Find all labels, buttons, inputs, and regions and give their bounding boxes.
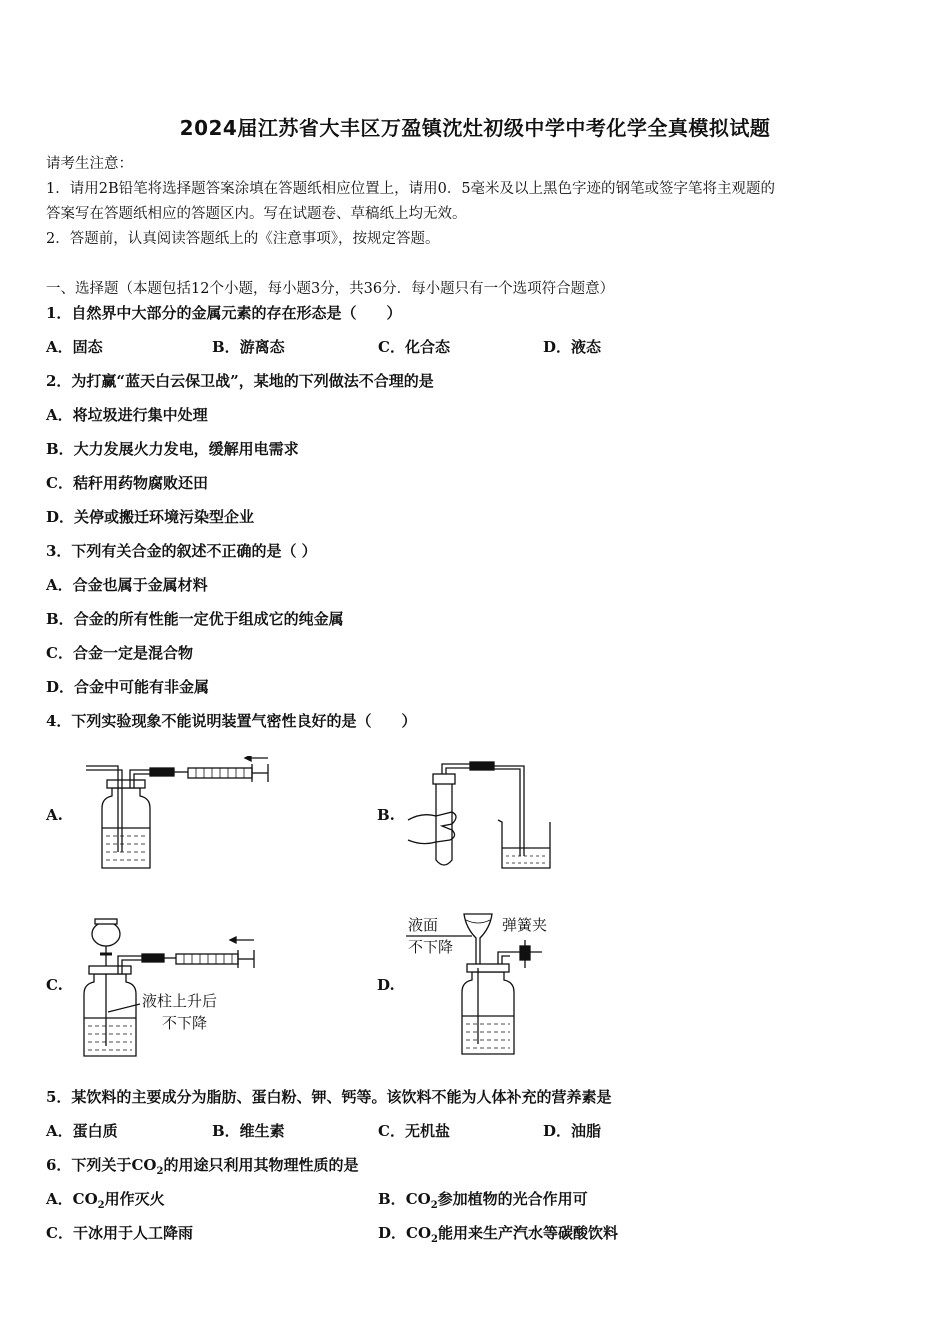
apparatus-d-figure: [402, 908, 572, 1058]
apparatus-d-caption-3: 弹簧夹: [502, 916, 548, 934]
q3-stem: 3．下列有关合金的叙述不正确的是（ ）: [46, 542, 317, 560]
q3-option-b: B．合金的所有性能一定优于组成它的纯金属: [46, 610, 344, 628]
notice-line-1a: 1．请用2B铅笔将选择题答案涂填在答题纸相应位置上，请用0．5毫米及以上黑色字迹的钢笔或签字笔将主观题的: [46, 181, 776, 197]
q4-label-d: D.: [377, 976, 395, 994]
q6-option-b: B．$CO_2$参加植物的光合作用可: [378, 1190, 588, 1211]
q6-option-c: C．干冰用于人工降雨: [46, 1224, 193, 1242]
page-title: 2024届江苏省大丰区万盈镇沈灶初级中学中考化学全真模拟试题: [179, 116, 771, 140]
q4-stem: 4．下列实验现象不能说明装置气密性良好的是（ ）: [46, 712, 417, 730]
q5-option-b: B．维生素: [212, 1122, 285, 1140]
q1-stem: 1．自然界中大部分的金属元素的存在形态是（ ）: [46, 304, 402, 322]
apparatus-c-figure: [78, 918, 278, 1060]
q3-option-c: C．合金一定是混合物: [46, 644, 193, 662]
notice-heading: 请考生注意：: [46, 156, 133, 172]
apparatus-d-caption-1: 液面: [408, 916, 439, 934]
q6-stem: 6．下列关于$CO_2$的用途只利用其物理性质的是: [46, 1156, 359, 1177]
q4-label-c: C.: [46, 976, 63, 994]
q1-option-d: D．液态: [543, 338, 602, 356]
q6-option-d: D．$CO_2$能用来生产汽水等碳酸饮料: [378, 1224, 619, 1245]
q1-option-b: B．游离态: [212, 338, 285, 356]
q1-option-a: A．固态: [46, 338, 103, 356]
q2-option-b: B．大力发展火力发电，缓解用电需求: [46, 440, 299, 458]
apparatus-c-caption-2: 不下降: [162, 1014, 208, 1032]
q6-option-a: A．$CO_2$用作灭火: [46, 1190, 165, 1211]
notice-line-1b: 答案写在答题纸相应的答题区内。写在试题卷、草稿纸上均无效。: [46, 206, 467, 222]
q3-option-d: D．合金中可能有非金属: [46, 678, 210, 696]
apparatus-a-figure: [80, 756, 285, 874]
q4-label-b: B.: [377, 806, 395, 824]
q5-stem: 5．某饮料的主要成分为脂肪、蛋白粉、钾、钙等。该饮料不能为人体补充的营养素是: [46, 1088, 612, 1106]
q5-option-c: C．无机盐: [378, 1122, 450, 1140]
section-heading: 一、选择题（本题包括12个小题，每小题3分，共36分．每小题只有一个选项符合题意）: [46, 281, 615, 297]
apparatus-b-figure: [402, 760, 562, 872]
apparatus-c-caption-1: 液柱上升后: [142, 992, 218, 1010]
q2-option-d: D．关停或搬迁环境污染型企业: [46, 508, 255, 526]
q2-option-a: A．将垃圾进行集中处理: [46, 406, 208, 424]
apparatus-d-caption-2: 不下降: [408, 938, 454, 956]
notice-line-2: 2．答题前，认真阅读答题纸上的《注意事项》，按规定答题。: [46, 231, 440, 247]
q1-option-c: C．化合态: [378, 338, 450, 356]
q2-stem: 2．为打赢“蓝天白云保卫战”，某地的下列做法不合理的是: [46, 372, 434, 390]
q5-option-a: A．蛋白质: [46, 1122, 118, 1140]
q5-option-d: D．油脂: [543, 1122, 602, 1140]
q3-option-a: A．合金也属于金属材料: [46, 576, 208, 594]
q4-label-a: A.: [46, 806, 63, 824]
q2-option-c: C．秸秆用药物腐败还田: [46, 474, 208, 492]
